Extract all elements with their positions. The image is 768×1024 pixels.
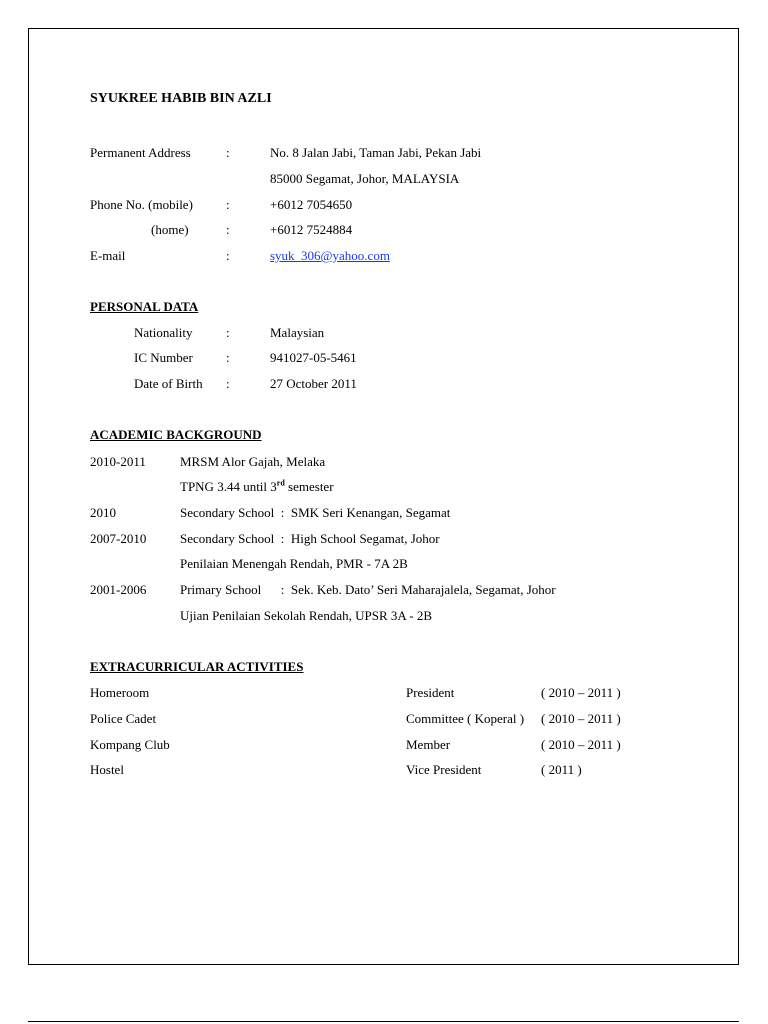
phone-home-separator: : [226, 222, 230, 237]
next-page-edge [28, 1021, 739, 1023]
activity-name: Homeroom [90, 685, 150, 700]
dob-value: 27 October 2011 [270, 376, 357, 391]
activity-period: ( 2011 ) [541, 762, 582, 777]
phone-mobile-separator: : [226, 197, 230, 212]
nationality-value: Malaysian [270, 325, 325, 340]
academic-year: 2001-2006 [90, 582, 147, 597]
activity-name: Kompang Club [90, 737, 170, 752]
academic-detail: Secondary School : High School Segamat, Johor [180, 531, 440, 546]
academic-year: 2010-2011 [90, 454, 146, 469]
ic-separator: : [226, 350, 230, 365]
tpng-text: TPNG 3.44 until 3 [180, 479, 277, 494]
academic-detail: Primary School : Sek. Keb. Dato’ Seri Maharajalela, Segamat, Johor [180, 582, 556, 597]
ic-label: IC Number [134, 350, 193, 365]
email-link[interactable]: syuk_306@yahoo.com [270, 248, 390, 263]
activity-role: Member [406, 737, 451, 752]
applicant-name: SYUKREE HABIB BIN AZLI [90, 91, 272, 106]
page-frame [28, 28, 739, 965]
phone-home-label: (home) [151, 222, 189, 237]
extracurricular-heading: EXTRACURRICULAR ACTIVITIES [90, 659, 304, 674]
address-line-1: No. 8 Jalan Jabi, Taman Jabi, Pekan Jabi [270, 145, 482, 160]
phone-home-value: +6012 7524884 [270, 222, 353, 237]
address-line-2: 85000 Segamat, Johor, MALAYSIA [270, 171, 460, 186]
email-label: E-mail [90, 248, 126, 263]
academic-year: 2010 [90, 505, 116, 520]
tpng-text-end: semester [284, 479, 334, 494]
nationality-separator: : [226, 325, 230, 340]
activity-period: ( 2010 – 2011 ) [541, 711, 621, 726]
phone-mobile-value: +6012 7054650 [270, 197, 353, 212]
academic-detail: MRSM Alor Gajah, Melaka [180, 454, 326, 469]
academic-detail: Ujian Penilaian Sekolah Rendah, UPSR 3A - 2B [180, 608, 433, 623]
address-separator: : [226, 145, 230, 160]
academic-year: 2007-2010 [90, 531, 147, 546]
academic-detail-tpng [180, 479, 334, 495]
dob-label: Date of Birth [134, 376, 203, 391]
activity-name: Hostel [90, 762, 124, 777]
academic-detail: Secondary School : SMK Seri Kenangan, Segamat [180, 505, 451, 520]
personal-data-heading: PERSONAL DATA [90, 299, 199, 314]
email-separator: : [226, 248, 230, 263]
phone-mobile-label: Phone No. (mobile) [90, 197, 193, 212]
activity-name: Police Cadet [90, 711, 157, 726]
dob-separator: : [226, 376, 230, 391]
activity-role: President [406, 685, 455, 700]
academic-detail: Penilaian Menengah Rendah, PMR - 7A 2B [180, 556, 408, 571]
activity-role: Committee ( Koperal ) [406, 711, 525, 726]
activity-period: ( 2010 – 2011 ) [541, 685, 621, 700]
activity-period: ( 2010 – 2011 ) [541, 737, 621, 752]
address-label: Permanent Address [90, 145, 191, 160]
nationality-label: Nationality [134, 325, 193, 340]
tpng-superscript: rd [276, 478, 285, 488]
academic-heading: ACADEMIC BACKGROUND [90, 427, 262, 442]
activity-role: Vice President [406, 762, 482, 777]
ic-value: 941027-05-5461 [270, 350, 357, 365]
